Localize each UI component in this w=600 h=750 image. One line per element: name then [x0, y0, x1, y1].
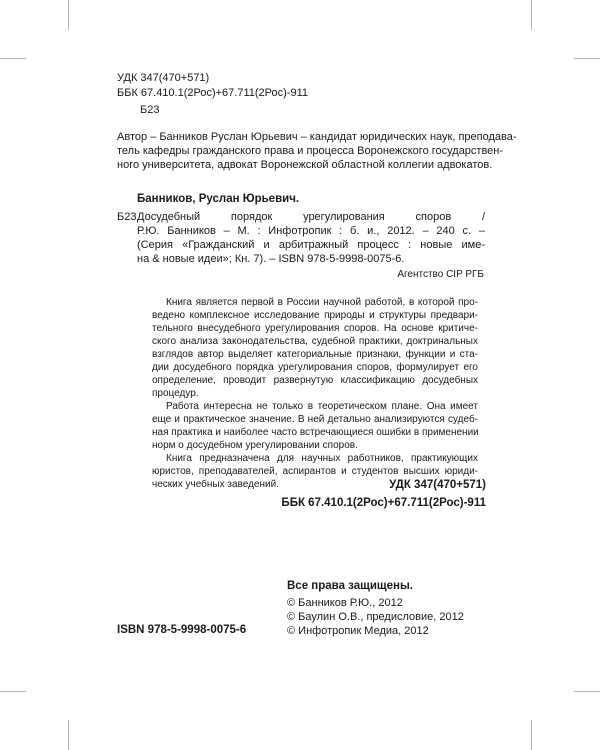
annotation-line: взглядов автор выделяет категориальные признаки, функции и ста- [152, 349, 478, 360]
annotation-line: ная практика и наиболее часто встречающиеся ошибки в применении [152, 427, 479, 438]
crop-mark-left-top [0, 58, 26, 59]
catalog-line: Досудебный порядок урегулирования споров / [137, 211, 485, 223]
catalog-line: на & новые идеи»; Кн. 7). – ISBN 978-5-9998-0075-6. [137, 253, 405, 265]
catalog-line: Р.Ю. Банников – М. : Инфотропик : б. и., 2012. – 240 с. – [137, 225, 485, 237]
cip-agency: Агентство CIP РГБ [397, 269, 484, 280]
annotation-line: Работа интересна не только в теоретическом плане. Она имеет [166, 401, 478, 412]
crop-mark-right-bottom [574, 691, 600, 692]
copyright-line: © Банников Р.Ю., 2012 [287, 597, 403, 609]
crop-mark-right-top [574, 58, 600, 59]
author-note-line: тель кафедры гражданского права и процесса Воронежского государствен- [117, 145, 504, 157]
rights-title: Все права защищены. [287, 580, 413, 592]
crop-mark-bottom-left [68, 720, 69, 750]
catalog-author: Банников, Руслан Юрьевич. [137, 193, 300, 205]
copyright-line: © Баулин О.В., предисловие, 2012 [287, 611, 464, 623]
annotation-line: ского анализа законодательства, судебной практики, доктринальных [152, 336, 478, 347]
rights-list [287, 596, 464, 638]
annotation-line: Книга предназначена для научных работников, практикующих [166, 453, 478, 464]
crop-mark-top-left [68, 0, 69, 30]
annotation-line: норм о досудебном урегулировании споров. [152, 440, 358, 451]
catalog-code: Б23 [117, 211, 137, 223]
annotation-line: юристов, преподавателей, аспирантов и студентов высших юриди- [152, 466, 478, 477]
copyright-line: © Инфотропик Медиа, 2012 [287, 625, 429, 637]
author-note-line: ного университета, адвокат Воронежской областной коллегии адвокатов. [117, 159, 493, 171]
annotation-line: дии досудебного порядка урегулирования споров, формулирует его [152, 362, 478, 373]
catalog-description [137, 210, 485, 266]
header-code: Б23 [140, 104, 160, 116]
annotation-line: ческих учебных заведений. [152, 479, 279, 490]
annotation [152, 296, 478, 491]
author-note [117, 130, 517, 172]
annotation-line: тельного внесудебного урегулирования споров. На основе критиче- [152, 323, 478, 334]
crop-mark-left-bottom [0, 691, 26, 692]
isbn: ISBN 978-5-9998-0075-6 [117, 624, 247, 636]
header-bbk: ББК 67.410.1(2Рос)+67.711(2Рос)-911 [117, 87, 309, 99]
crop-mark-bottom-right [531, 720, 532, 750]
annotation-line: ведено комплексное исследование природы и структуры предвари- [152, 310, 478, 321]
classification-udk: УДК 347(470+571) [389, 479, 486, 491]
classification-bbk: ББК 67.410.1(2Рос)+67.711(2Рос)-911 [281, 497, 486, 509]
header-udk: УДК 347(470+571) [117, 72, 210, 84]
annotation-line: Книга является первой в России научной работой, в которой про- [166, 297, 478, 308]
author-note-line: Автор – Банников Руслан Юрьевич – кандидат юридических наук, преподава- [117, 131, 517, 143]
crop-mark-top-right [531, 0, 532, 30]
annotation-line: еще и практическое значение. В ней детально анализируются судеб- [152, 414, 478, 425]
annotation-line: определение, проводит развернутую классификацию досудебных [152, 375, 478, 386]
annotation-line: процедур. [152, 388, 199, 399]
catalog-line: (Серия «Гражданский и арбитражный процесс : новые име- [137, 239, 485, 251]
